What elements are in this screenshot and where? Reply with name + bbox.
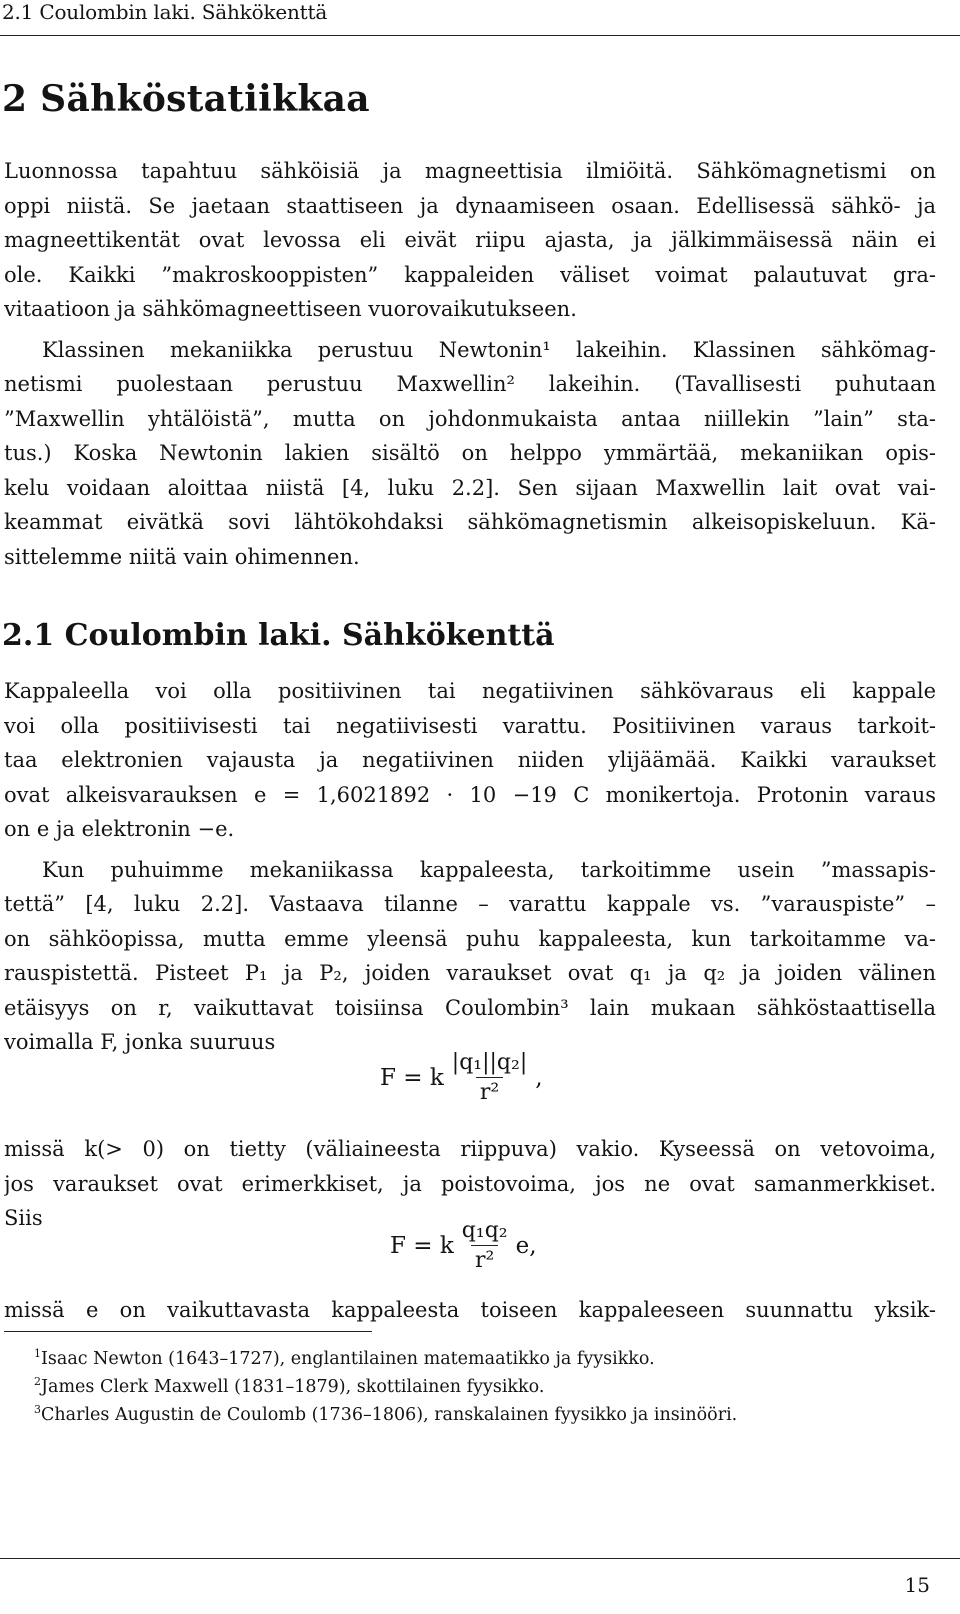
text-line: Luonnossa tapahtuu sähköisiä ja magneettisia ilmiöitä. Sähkömagnetismi on	[4, 159, 936, 183]
text-line: Kappaleella voi olla positiivinen tai negatiivinen sähkövaraus eli kappale	[4, 679, 936, 703]
footnote-rule	[4, 1331, 372, 1332]
equation-fraction	[448, 1050, 531, 1105]
equation-tail: e,	[515, 1232, 537, 1259]
text-line: vitaatioon ja sähkömagneettiseen vuorovaikutukseen.	[4, 297, 577, 321]
footnote	[34, 1345, 934, 1373]
coulomb-section	[4, 674, 936, 1060]
text-line: ole. Kaikki ”makroskooppisten” kappaleiden väliset voimat palautuvat gra-	[4, 262, 936, 287]
equation-fraction	[458, 1218, 512, 1273]
text-line: voi olla positiivisesti tai negatiivisesti varattu. Positiivinen varaus tarkoit-	[4, 713, 936, 738]
footnotes	[34, 1345, 934, 1429]
text-line: netismi puolestaan perustuu Maxwellin² lakeihin. (Tavallisesti puhutaan	[4, 372, 936, 396]
text-line: voimalla F, jonka suuruus	[4, 1030, 276, 1054]
text-line: etäisyys on r, vaikuttavat toisiinsa Coulombin³ lain mukaan sähköstaattisella	[4, 995, 936, 1020]
footnote-mark: 3	[34, 1403, 41, 1417]
page-number: 15	[904, 1573, 930, 1597]
fraction-denominator: r²	[476, 1077, 503, 1105]
charge-paragraph	[4, 674, 936, 847]
text-line: on sähköopissa, mutta emme yleensä puhu kappaleesta, kun tarkoitamme va-	[4, 926, 936, 951]
intro-section	[4, 154, 936, 574]
text-line: missä e on vaikuttavasta kappaleesta toiseen kappaleeseen suunnattu yksik-	[4, 1298, 936, 1322]
footnote-text: Isaac Newton (1643–1727), englantilainen matemaatikko ja fyysikko.	[41, 1349, 655, 1369]
text-line: rauspistettä. Pisteet P₁ ja P₂, joiden varaukset ovat q₁ ja q₂ ja joiden välinen	[4, 961, 936, 985]
footnote-mark: 2	[34, 1375, 41, 1389]
text-line: ”Maxwellin yhtälöistä”, mutta on johdonmukaista antaa niillekin ”lain” sta-	[4, 406, 936, 431]
header-rule	[0, 35, 960, 36]
coulomb-magnitude-equation	[380, 1050, 543, 1105]
text-line: magneettikentät ovat levossa eli eivät riipu ajasta, ja jälkimmäisessä näin ei	[4, 228, 936, 252]
text-line: tettä” [4, luku 2.2]. Vastaava tilanne – varattu kappale vs. ”varauspiste” –	[4, 892, 936, 916]
section-title: 2.1 Coulombin laki. Sähkökenttä	[2, 618, 555, 653]
equation-tail: ,	[535, 1064, 543, 1091]
chapter-title: 2 Sähköstatiikkaa	[2, 78, 370, 120]
footnote	[34, 1373, 934, 1401]
footer-rule	[0, 1558, 960, 1559]
text-line: ovat alkeisvarauksen e = 1,6021892 · 10 −19 C monikertoja. Protonin varaus	[4, 782, 936, 807]
text-line: missä k(> 0) on tietty (väliaineesta riippuva) vakio. Kyseessä on vetovoima,	[4, 1137, 936, 1161]
equation-lhs: F = k	[390, 1232, 454, 1259]
footnote-text: James Clerk Maxwell (1831–1879), skottilainen fyysikko.	[41, 1377, 545, 1397]
text-line: keammat eivätkä sovi lähtökohdaksi sähkömagnetismin alkeisopiskeluun. Kä-	[4, 510, 936, 534]
intro-paragraph-1	[4, 154, 936, 327]
fraction-numerator: |q₁||q₂|	[451, 1050, 528, 1075]
fraction-denominator: r²	[471, 1245, 498, 1273]
running-head: 2.1 Coulombin laki. Sähkökenttä	[2, 0, 328, 24]
intro-paragraph-2	[4, 333, 936, 575]
text-line: taa elektronien vajausta ja negatiivinen niiden ylijäämää. Kaikki varaukset	[4, 748, 936, 772]
footnote-text: Charles Augustin de Coulomb (1736–1806), ranskalainen fyysikko ja insinööri.	[41, 1405, 738, 1425]
text-line: Klassinen mekaniikka perustuu Newtonin¹ lakeihin. Klassinen sähkömag-	[42, 337, 936, 362]
text-line: tus.) Koska Newtonin lakien sisältö on helppo ymmärtää, mekaniikan opis-	[4, 441, 936, 465]
text-line: jos varaukset ovat erimerkkiset, ja poistovoima, jos ne ovat samanmerkkiset.	[4, 1171, 936, 1196]
text-line: Kun puhuimme mekaniikassa kappaleesta, tarkoitimme usein ”massapis-	[42, 857, 936, 882]
equation-lhs: F = k	[380, 1064, 444, 1091]
text-line: kelu voidaan aloittaa niistä [4, luku 2.2]. Sen sijaan Maxwellin lait ovat vai-	[4, 475, 936, 500]
text-line: Siis	[4, 1206, 43, 1230]
fraction-numerator: q₁q₂	[461, 1218, 508, 1243]
point-charge-paragraph	[4, 853, 936, 1060]
text-line: on e ja elektronin −e.	[4, 817, 235, 841]
text-line: oppi niistä. Se jaetaan staattiseen ja dynaamiseen osaan. Edellisessä sähkö- ja	[4, 193, 936, 218]
coulomb-vector-equation	[390, 1218, 537, 1273]
footnote-mark: 1	[34, 1347, 41, 1361]
text-line: sittelemme niitä vain ohimennen.	[4, 544, 360, 569]
after-equation-2	[4, 1293, 936, 1328]
footnote	[34, 1401, 934, 1429]
